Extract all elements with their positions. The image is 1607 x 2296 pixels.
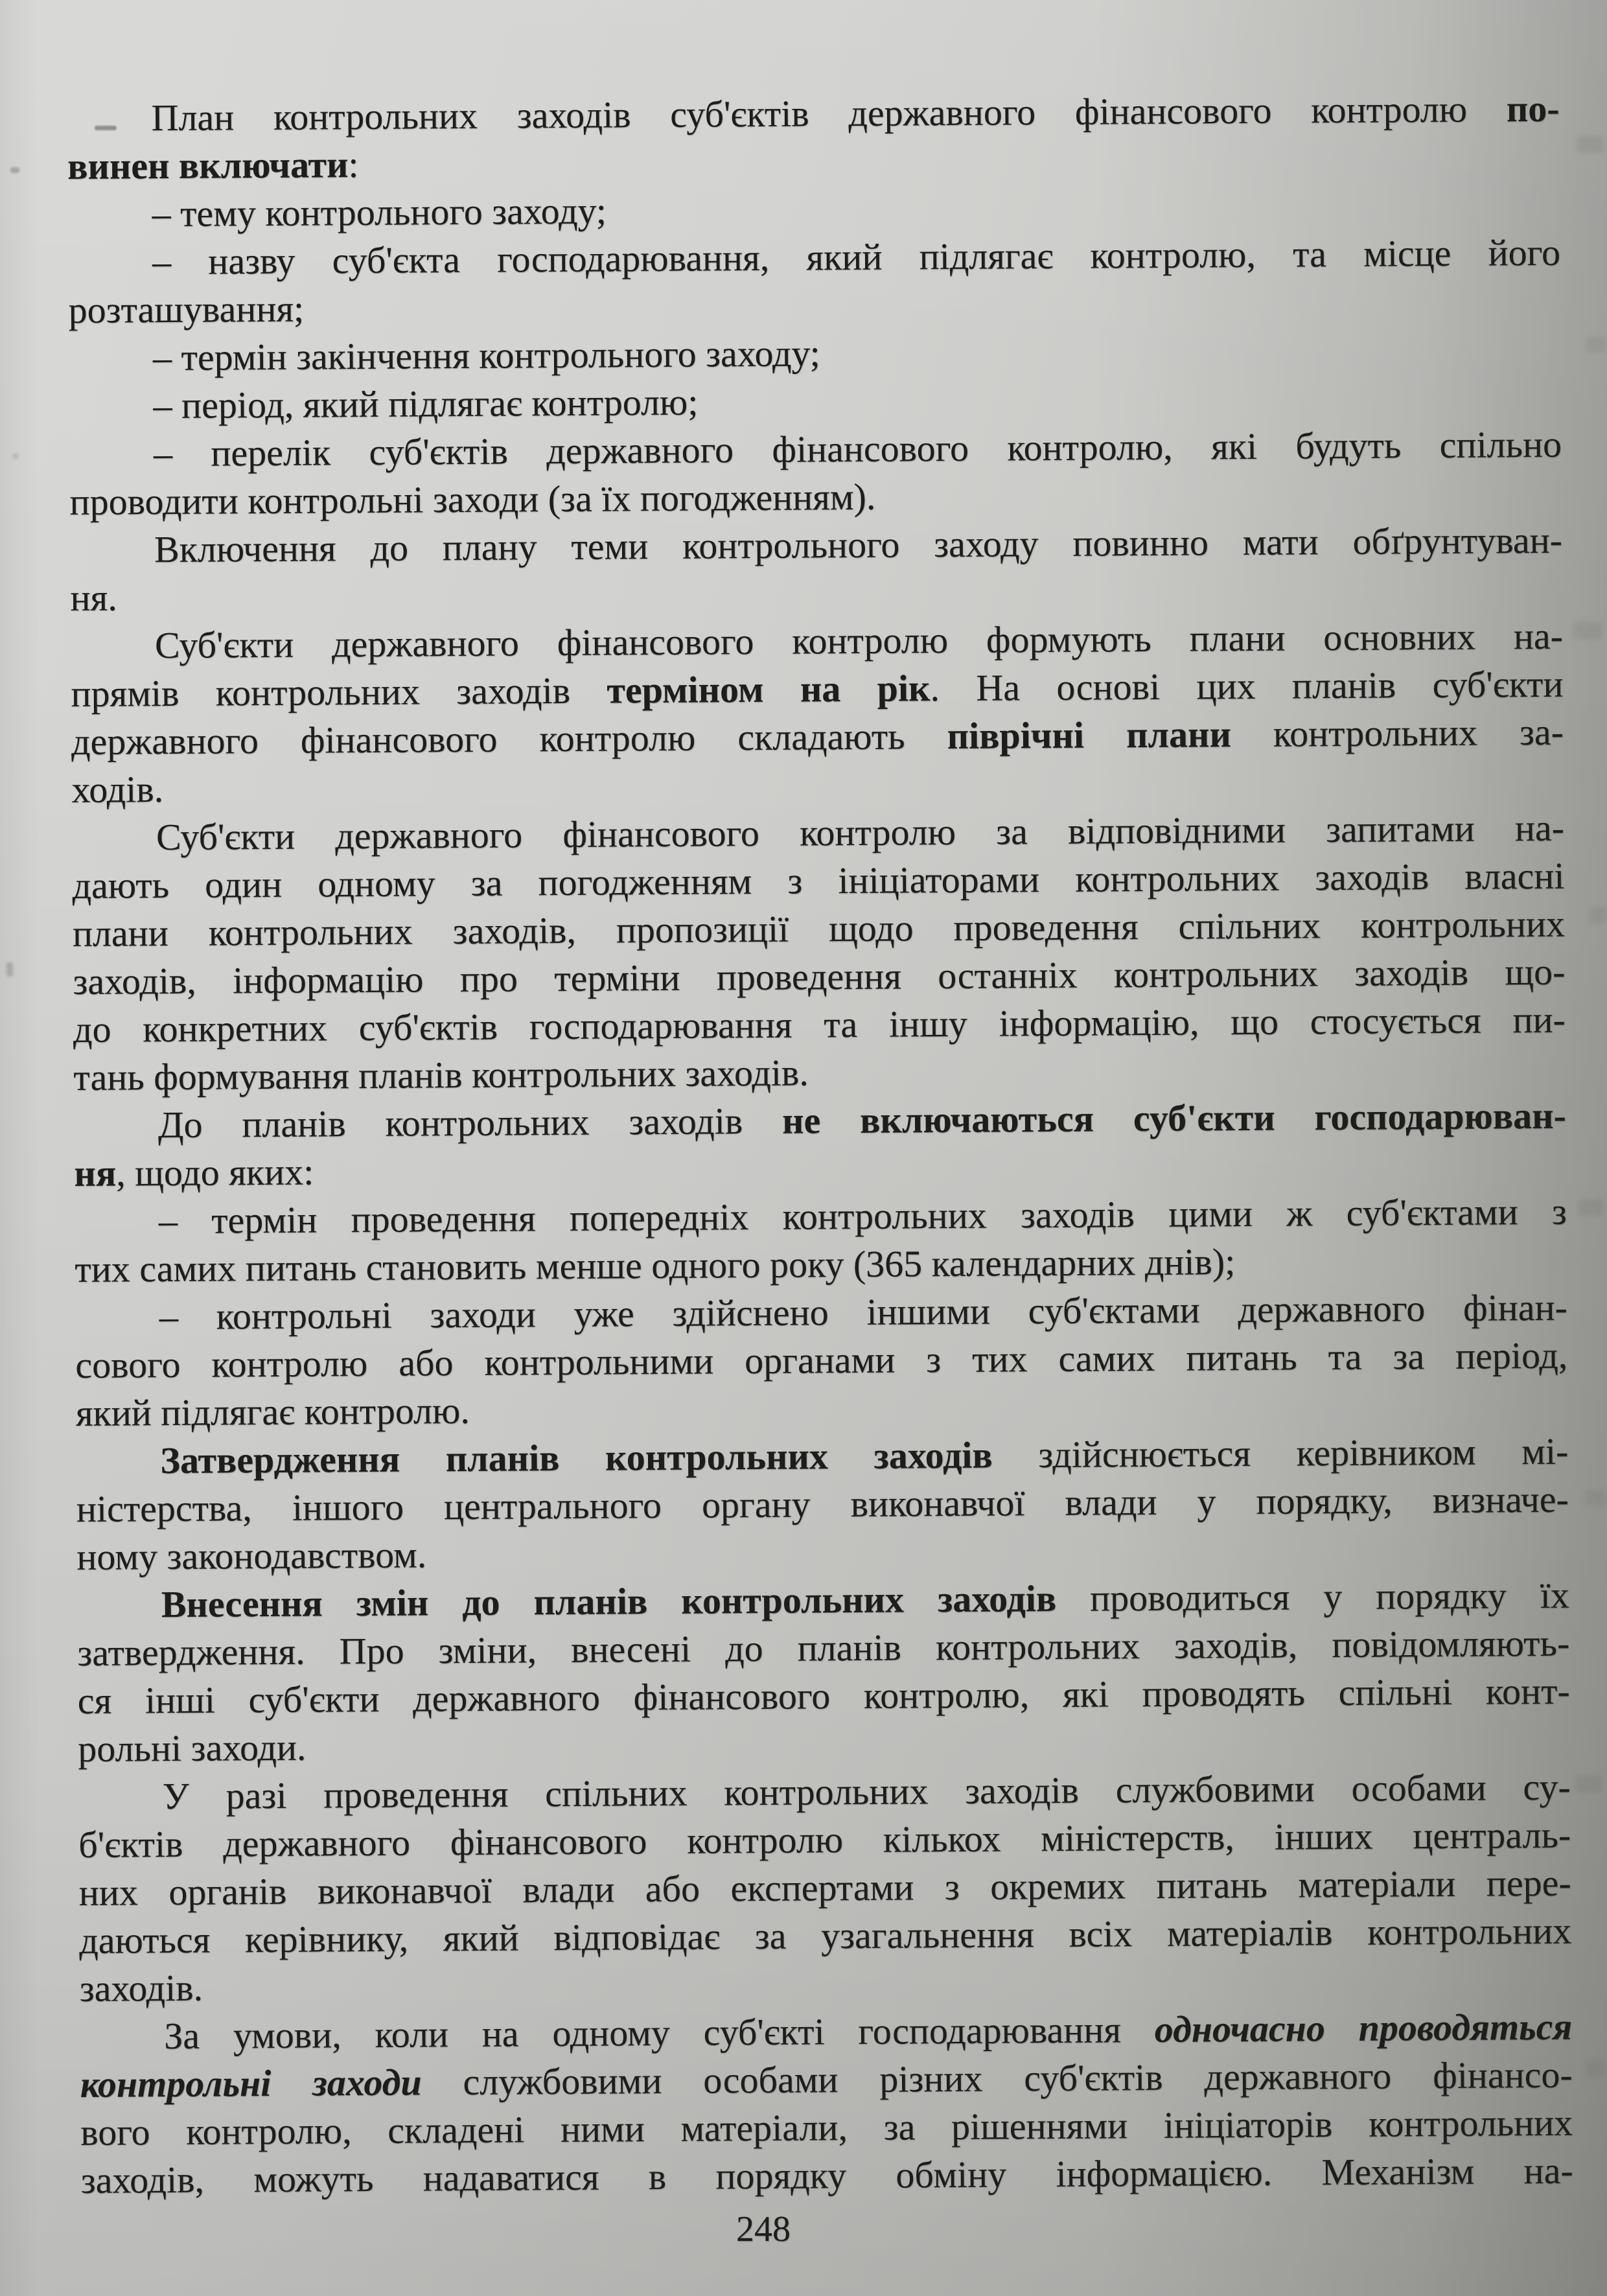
text-run: За умови, коли на одному суб'єкті господарювання — [164, 2008, 1155, 2058]
page-edge-speck — [6, 962, 13, 977]
text-run: піврічні плани — [947, 713, 1232, 758]
bleed-through-artifact — [1575, 1776, 1602, 1792]
text-line — [74, 1092, 1566, 1150]
text-run: заходів, можуть надаватися в порядку обміну інформацією. Механізм на- — [80, 2149, 1573, 2201]
text-line — [68, 229, 1560, 286]
text-run: – тему контрольного заходу; — [152, 189, 607, 235]
text-run: проводити контрольні заходи (за їх погодженням). — [69, 475, 876, 524]
text-run: них органів виконавчої влади або експертами з окремих питань матеріали пере- — [78, 1861, 1571, 1914]
text-run: ністерства, іншого центрального органу виконавчої влади у порядку, визначе- — [76, 1478, 1569, 1530]
text-run: терміном на рік — [607, 667, 931, 712]
text-run: Внесення змін до планів контрольних заходів — [161, 1577, 1057, 1626]
text-run: : — [348, 143, 359, 186]
text-line — [79, 1907, 1571, 1965]
text-run: ся інші суб'єкти державного фінансового контролю, які проводять спільні конт- — [77, 1669, 1570, 1722]
text-line — [80, 2147, 1573, 2205]
text-run: даються керівнику, який відповідає за узагальнення всіх матеріалів контрольних — [79, 1909, 1572, 1962]
bleed-through-artifact — [1585, 1490, 1606, 1506]
text-run: Суб'єкти державного фінансового контролю формують плани основних на- — [154, 614, 1564, 667]
text-run: До планів контрольних заходів — [157, 1099, 783, 1146]
text-lines — [67, 85, 1573, 2205]
text-line — [67, 85, 1559, 143]
text-run: службовими особами різних суб'єктів державного фінансо- — [421, 2053, 1573, 2104]
text-line — [78, 1667, 1570, 1725]
text-run: затвердження. Про зміни, внесені до планів контрольних заходів, повідомляють- — [77, 1621, 1570, 1674]
text-run: , щодо яких: — [115, 1150, 314, 1194]
text-run: – назву суб'єкта господарювання, який підлягає контролю, та місце його — [152, 231, 1561, 283]
text-line — [75, 1332, 1567, 1389]
page-text — [67, 85, 1573, 2205]
text-run: ному законодавством. — [76, 1533, 427, 1578]
text-run: – термін закінчення контрольного заходу; — [152, 332, 820, 379]
text-run: . На основі цих планів суб'єкти — [930, 662, 1564, 710]
text-line — [75, 1188, 1567, 1246]
text-line — [70, 516, 1562, 574]
text-run: тань формування планів контрольних заходів. — [73, 1051, 809, 1098]
text-run: У разі проведення спільних контрольних заходів службовими особами су- — [162, 1765, 1571, 1818]
text-run: – контрольні заходи уже здійснено іншими суб'єктами державного фінан- — [159, 1286, 1568, 1338]
bleed-through-artifact — [1577, 136, 1603, 153]
text-run: Суб'єкти державного фінансового контролю за відповідними запитами на- — [156, 806, 1565, 859]
text-run: – термін проведення попередніх контрольних заходів цими ж суб'єктами з — [158, 1190, 1567, 1242]
text-run: прямів контрольних заходів — [71, 669, 607, 715]
page-number: 248 — [736, 2209, 791, 2249]
text-run: – період, який підлягає контролю; — [153, 380, 699, 427]
text-run: ня — [74, 1152, 117, 1194]
text-line — [76, 1476, 1569, 1533]
text-run: рольні заходи. — [78, 1726, 306, 1770]
text-run: проводиться у порядку їх — [1056, 1573, 1569, 1619]
text-run: ня. — [70, 576, 117, 620]
text-run: б'єктів державного фінансового контролю кількох міністерств, інших централь- — [78, 1813, 1571, 1866]
page-edge-speck — [13, 454, 18, 459]
text-run: одночасно проводяться — [1154, 2005, 1573, 2050]
text-run: здійснюється керівником мі- — [992, 1430, 1569, 1476]
text-run: вого контролю, складені ними матеріали, за рішеннями ініціаторів контрольних — [80, 2101, 1573, 2153]
text-line — [71, 708, 1564, 766]
page-edge-speck — [10, 167, 19, 173]
text-run: контрольні заходи — [80, 2061, 422, 2105]
text-run: розташування; — [68, 287, 305, 332]
text-run: державного фінансового контролю складають — [71, 715, 947, 763]
bleed-through-artifact — [1589, 907, 1607, 923]
text-run: Затвердження планів контрольних заходів — [160, 1433, 993, 1482]
text-run: плани контрольних заходів, пропозиції щодо проведення спільних контрольних — [72, 902, 1566, 955]
text-run: контрольних за- — [1231, 710, 1564, 756]
text-run: сового контролю або контрольними органами з тих самих питань та за період, — [75, 1334, 1568, 1386]
bleed-through-artifact — [1586, 337, 1606, 353]
text-run: План контрольних заходів суб'єктів державного фінансового контролю — [151, 87, 1507, 139]
text-run: який підлягає контролю. — [75, 1389, 470, 1434]
bleed-through-artifact — [1573, 622, 1602, 639]
text-run: по- — [1506, 87, 1560, 130]
text-line — [69, 421, 1562, 478]
text-run: до конкретних суб'єктів господарювання та іншу інформацію, що стосується пи- — [73, 998, 1566, 1050]
text-run: винен включати — [67, 143, 349, 188]
text-run: Включення до плану теми контрольного заходу повинно мати обґрунтуван- — [154, 518, 1563, 571]
text-run: заходів. — [79, 1966, 203, 2010]
text-run: не включаються суб'єкти господарюван- — [781, 1094, 1567, 1142]
text-run: дають один одному за погодженням з ініціаторами контрольних заходів власні — [72, 854, 1565, 907]
text-run: – перелік суб'єктів державного фінансового контролю, які будуть спільно — [153, 423, 1562, 475]
text-run: ходів. — [71, 768, 164, 811]
bleed-through-artifact — [1586, 2061, 1605, 2076]
text-run: заходів, інформацію про терміни проведення останніх контрольних заходів що- — [73, 950, 1566, 1003]
text-line — [73, 996, 1566, 1054]
bleed-through-artifact — [1579, 1199, 1604, 1216]
text-run: тих самих питань становить менше одного року (365 календарних днів); — [75, 1240, 1236, 1290]
